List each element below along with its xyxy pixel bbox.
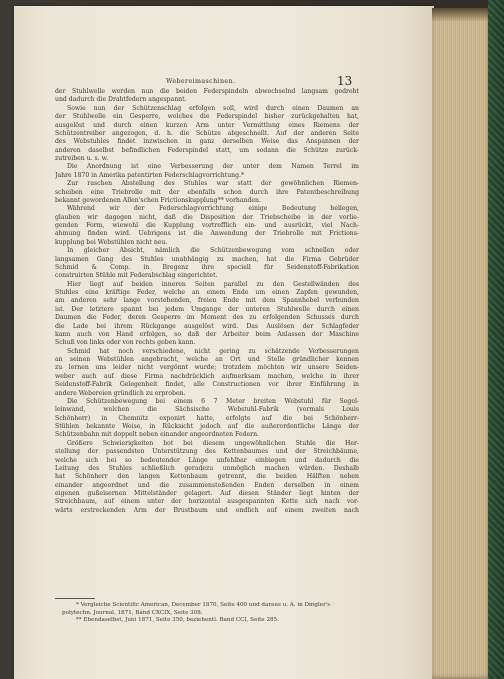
text-line: andere Webereien gründlich zu erproben. [55,389,186,397]
text-line: Größere Schwierigkeiten bot bei diesem ungewöhnlichen Stuhle die Her- [67,439,359,447]
text-line: glauben wir dagegen nicht, daß die Disposition der Triebscheibe in der vorlie- [55,213,359,221]
page-number: 13 [337,74,353,88]
text-line: der Stuhlwelle werden nun die beiden Federspindeln abwechselnd langsam gedreht [55,88,359,95]
text-line: In gleicher Absicht, nämlich die Schützenbewegung vom schnellen oder [67,247,359,255]
text-line: Daumen die Feder, deren Gesperre im Moment des zu erfolgenden Schusses durch [55,314,359,322]
text-line: ahmung finden wird. Uebrigens ist die Anwendung der Triebrolle mit Frictions- [55,230,359,238]
text-line: langsamen Gang des Stuhles unabhängig zu machen, hat die Firma Gebrüder [55,255,359,263]
text-line: Hier liegt auf beiden inneren Seiten parallel zu den Gestellwänden des [67,280,359,288]
text-line: eigenen gußeisernen Mittelständer gelagert. Auf diesen Ständer liegt hinten der [55,490,359,497]
text-line: einander angeordnet und die zusammenstoßenden Enden derselben in einem [55,481,359,489]
text-line: leinwand, welchen die Sächsische Webstuhl-Fabrik (vormals Louis [55,406,359,414]
footnote-line: polytechn. Journal, 1871, Band CXCIX, Seite 308. [62,609,203,616]
text-line: Die Anordnung ist eine Verbesserung der unter dem Namen Terrel im [67,163,359,171]
text-line: Schönherr) in Chemnitz exponirt hatte, erfolgte auf die bei Schönherr- [55,414,359,422]
text-line: anderen daselbst befindlichen Federspindel statt, um sodann die Schütze zurück- [55,146,359,154]
text-line: Schmid & Comp. in Bregenz ihre speciell für Seidenstoff-Fabrikation [55,263,359,271]
text-line: die Lade bei ihrem Rückgange ausgelöst wird. Das Auslösen der Schlagfeder [55,322,359,330]
running-title: Webereimaschinen. [166,78,236,85]
book-cover-marbled [488,0,504,679]
text-line: genden Form, wiewohl die Kupplung vortrefflich ein- und ausrückt, viel Nach- [55,222,359,229]
text-line: Die Schützenbewegung bei einem 6 7 Meter breiten Webstuhl für Segel- [67,397,359,405]
text-line: scheiben eine Triebrolle mit der ebenfalls schon durch ihre Patentbeschreibung [55,188,359,196]
footnote-line: ** Ebendaselbst, Juni 1871, Seite 350, beziehentl. Band CCI, Seite 285. [76,617,279,624]
text-line: Schuß von links oder von rechts geben kann. [55,339,196,347]
body-text [55,88,359,515]
text-line: bekannt gewordenen Allen'schen Frictionskupplung** vorhanden. [55,196,261,204]
text-line: welche sich bei so bedeutender Länge unfehlbar einbiegen und dadurch die [55,456,359,464]
text-line: Jahre 1870 in Amerika patentirten Federschlagvorrichtung.* [55,171,245,179]
text-line: zutreiben u. s. w. [55,155,109,162]
text-line: ausgelöst und durch einen kurzen Arm unter Vermittlung eines Riemens der [55,121,359,129]
text-line: Schützentreiber angezogen, d. h. die Schütze abgeschnellt. Auf der anderen Seite [55,129,359,137]
text-line: der Stuhlwelle ein Gesperre, welches die Federspindel bisher zurückgehalten hat, [55,113,359,121]
text-line: weber auch auf diese Firma nachdrücklich aufmerksam machen, welche in ihrer [55,372,359,380]
text-line: Stuhles eine kräftige Feder, welche an einem Ende um einen Zapfen gewunden, [55,289,359,296]
text-line: kupplung bei Webstühlen nicht neu. [55,238,168,246]
text-line: Sowie nun der Schützenschlag erfolgen soll, wird durch einen Daumen an [67,104,359,112]
text-line: des Webstuhles findet inzwischen in ganz derselben Weise das Anspannen der [55,138,359,146]
text-line: Schmid hat noch verschiedene, nicht gering zu schätzende Verbesserungen [67,347,359,355]
text-line: construirten Stühle mit Federabschlag eingerichtet. [55,272,218,280]
footnote-divider [55,598,95,599]
text-line: Streichbaum, auf einem unter der horizontal ausgespannten Kette sich nach vor- [55,498,359,506]
text-line: Während wir der Federschlagvorrichtung einige Bedeutung beilegen, [67,205,359,213]
text-line: wärts erstreckenden Arm der Brustbaum und endlich auf einem zweiten nach [55,506,359,514]
text-line: Schützenbahn mit doppelt neben einander angeordneten Federn. [55,431,260,439]
footnote-line: * Vergleiche Scientific American, December 1870, Seite 400 und daraus u. A. in Dingler's [76,602,331,608]
text-line: ist. Der letztere spannt bei jedem Umgange der unteren Stuhlwelle durch einen [55,305,359,313]
text-line: Leitung des Stuhles schließlich geradezu unmöglich machen würden. Deshalb [55,464,359,472]
page-header [32,74,356,88]
text-line: Zur raschen Abstellung des Stuhles war statt der gewöhnlichen Riemen- [67,180,359,188]
page-edges [432,8,492,679]
text-line: hat Schönherr den langen Kettenbaum getrennt, die beiden Hälften neben [55,473,359,481]
text-line: kann auch von Hand erfolgen, so daß der Arbeiter beim Anlassen der Maschine [55,330,359,338]
text-line: zu lernen uns leider nicht vergönnt wurde; trotzdem möchten wir unsere Seiden- [55,364,359,372]
text-line: stellung der passendsten Unterstützung des Kettenbaumes und der Streichbäume, [55,448,359,456]
text-line: Seidenstoff-Fabrik Gelegenheit findet, alle Constructionen vor ihrer Einführung in [55,381,359,389]
footnotes [62,602,358,625]
text-line: am anderen sehr lange vorstehenden, freien Ende mit dem Spannhebel verbunden [55,297,359,305]
text-line: an seinen Webstühlen angebracht, welche an Ort und Stelle gründlicher kennen [55,356,359,363]
text-line: Stühlen bekannte Weise, in Rücksicht jedoch auf die außerordentliche Länge der [55,423,359,430]
text-line: und dadurch die Drahtfedern angespannt. [55,96,187,104]
